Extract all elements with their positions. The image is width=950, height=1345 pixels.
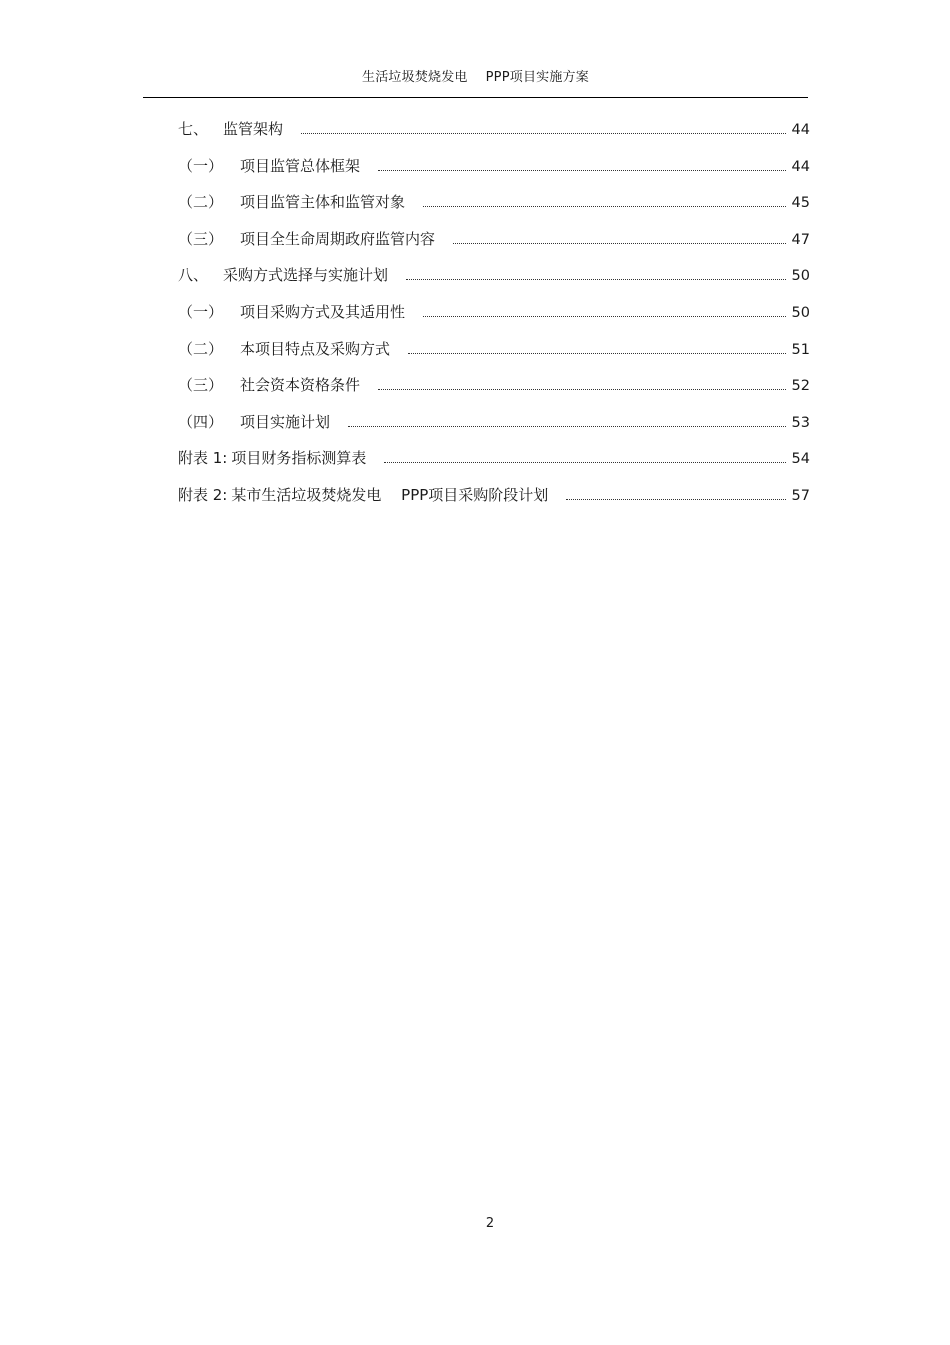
toc-entry[interactable] bbox=[178, 118, 810, 155]
toc-entry-page: 54 bbox=[791, 451, 810, 468]
toc-dot-leader bbox=[423, 316, 786, 317]
toc-entry-page: 50 bbox=[791, 304, 810, 321]
toc-dot-leader bbox=[566, 499, 785, 500]
toc-entry-title: 项目采购方式及其适用性 bbox=[240, 302, 406, 321]
toc-entry-page: 50 bbox=[791, 268, 810, 285]
toc-dot-leader bbox=[406, 279, 786, 280]
toc-entry-page: 52 bbox=[791, 378, 810, 395]
toc-entry-number: （三） bbox=[178, 229, 224, 248]
toc-entry-page: 51 bbox=[791, 341, 810, 358]
toc-entry-number: 七、 bbox=[178, 120, 209, 138]
toc-entry-number: （三） bbox=[178, 376, 224, 395]
table-of-contents bbox=[178, 118, 810, 521]
toc-dot-leader bbox=[453, 243, 786, 244]
toc-entry-page: 47 bbox=[791, 231, 810, 248]
toc-entry-number: （四） bbox=[178, 412, 224, 431]
toc-entry-title: 项目全生命周期政府监管内容 bbox=[240, 229, 436, 248]
toc-entry-title: 某市生活垃圾焚烧发电 PPP项目采购阶段计划 bbox=[231, 485, 549, 504]
toc-entry-title: 项目财务指标测算表 bbox=[231, 449, 367, 468]
toc-entry-page: 57 bbox=[791, 487, 810, 504]
toc-entry[interactable] bbox=[178, 374, 810, 411]
toc-entry[interactable] bbox=[178, 155, 810, 192]
toc-entry-title: 社会资本资格条件 bbox=[240, 376, 361, 395]
toc-entry-title: 监管架构 bbox=[223, 120, 284, 138]
toc-dot-leader bbox=[301, 133, 786, 134]
toc-entry-page: 45 bbox=[791, 195, 810, 212]
toc-entry-title: 项目监管总体框架 bbox=[240, 156, 361, 175]
toc-entry-number: （一） bbox=[178, 302, 224, 321]
toc-entry-page: 44 bbox=[791, 158, 810, 175]
toc-entry-number: 附表 1: bbox=[178, 449, 228, 468]
toc-entry[interactable] bbox=[178, 228, 810, 265]
toc-entry[interactable] bbox=[178, 264, 810, 301]
header-title-part2: PPP项目实施方案 bbox=[485, 70, 589, 85]
toc-dot-leader bbox=[384, 462, 785, 463]
toc-entry-title: 采购方式选择与实施计划 bbox=[223, 266, 389, 285]
toc-entry[interactable] bbox=[178, 191, 810, 228]
toc-entry-number: 附表 2: bbox=[178, 485, 228, 504]
page-number: 2 bbox=[485, 1216, 495, 1231]
toc-entry-title: 本项目特点及采购方式 bbox=[240, 339, 391, 358]
toc-entry[interactable] bbox=[178, 411, 810, 448]
toc-dot-leader bbox=[423, 206, 786, 207]
toc-entry-number: （二） bbox=[178, 193, 224, 212]
toc-dot-leader bbox=[378, 389, 786, 390]
toc-entry-number: （二） bbox=[178, 339, 224, 358]
toc-entry-number: 八、 bbox=[178, 266, 209, 285]
page-header bbox=[143, 66, 808, 85]
toc-entry[interactable] bbox=[178, 484, 810, 521]
toc-entry-page: 53 bbox=[791, 414, 810, 431]
toc-entry-title: 项目监管主体和监管对象 bbox=[240, 193, 406, 212]
toc-dot-leader bbox=[348, 426, 786, 427]
header-title-part1: 生活垃圾焚烧发电 bbox=[362, 70, 468, 85]
toc-dot-leader bbox=[378, 170, 786, 171]
toc-entry[interactable] bbox=[178, 447, 810, 484]
header-rule bbox=[143, 97, 808, 98]
toc-entry[interactable] bbox=[178, 338, 810, 375]
toc-entry-number: （一） bbox=[178, 156, 224, 175]
toc-dot-leader bbox=[408, 353, 786, 354]
toc-entry-page: 44 bbox=[791, 122, 810, 138]
toc-entry[interactable] bbox=[178, 301, 810, 338]
toc-entry-title: 项目实施计划 bbox=[240, 412, 331, 431]
